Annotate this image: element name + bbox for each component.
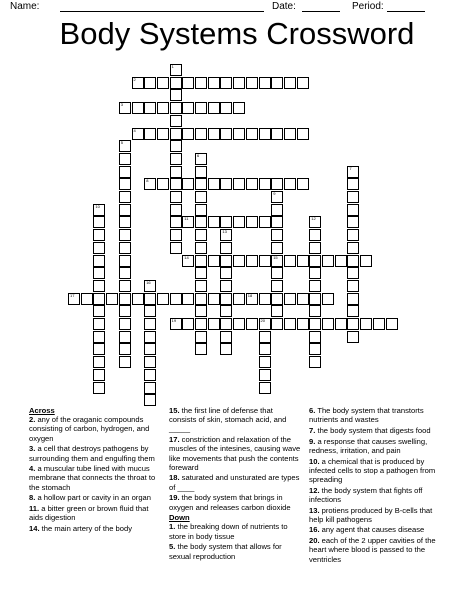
grid-cell[interactable]: [195, 153, 207, 165]
grid-cell[interactable]: [144, 331, 156, 343]
grid-cell[interactable]: [119, 191, 131, 203]
grid-cell[interactable]: [360, 318, 372, 330]
grid-cell[interactable]: [119, 153, 131, 165]
grid-cell[interactable]: [309, 305, 321, 317]
grid-cell[interactable]: [157, 178, 169, 190]
grid-cell[interactable]: [309, 229, 321, 241]
grid-cell[interactable]: [182, 216, 194, 228]
down-heading: Down: [169, 513, 190, 523]
grid-cell[interactable]: [119, 255, 131, 267]
grid-cell[interactable]: [309, 293, 321, 305]
clue-number: 4: [133, 127, 136, 133]
grid-cell[interactable]: [144, 128, 156, 140]
grid-cell[interactable]: [119, 166, 131, 178]
grid-cell[interactable]: [93, 356, 105, 368]
grid-cell[interactable]: [170, 102, 182, 114]
grid-cell[interactable]: [220, 102, 232, 114]
grid-cell[interactable]: [246, 128, 258, 140]
clue-number: 1: [171, 64, 174, 69]
grid-cell[interactable]: [347, 242, 359, 254]
grid-cell[interactable]: [347, 216, 359, 228]
grid-cell[interactable]: [195, 331, 207, 343]
grid-cell[interactable]: [170, 140, 182, 152]
grid-cell[interactable]: [93, 242, 105, 254]
grid-cell[interactable]: [271, 305, 283, 317]
grid-cell[interactable]: [119, 140, 131, 152]
grid-cell[interactable]: [347, 293, 359, 305]
clue-number: 2: [133, 76, 136, 82]
grid-cell[interactable]: [144, 356, 156, 368]
grid-cell[interactable]: [309, 280, 321, 292]
grid-cell[interactable]: [233, 318, 245, 330]
down-clue: 16. any agent that causes disease: [309, 525, 425, 535]
grid-cell[interactable]: [271, 216, 283, 228]
clue-number: 14: [184, 254, 189, 260]
grid-cell[interactable]: [347, 229, 359, 241]
clue-number: 12: [311, 216, 316, 222]
grid-cell[interactable]: [233, 128, 245, 140]
grid-cell[interactable]: [195, 102, 207, 114]
grid-cell[interactable]: [93, 293, 105, 305]
grid-cell[interactable]: [220, 77, 232, 89]
across-clue: 3. a cell that destroys pathogens by surrounding them and engulfing them: [29, 444, 155, 463]
grid-cell[interactable]: [360, 255, 372, 267]
clue-number: 3: [120, 102, 124, 108]
grid-cell[interactable]: [119, 229, 131, 241]
grid-cell[interactable]: [170, 166, 182, 178]
grid-cell[interactable]: [208, 102, 220, 114]
grid-cell[interactable]: [119, 102, 131, 114]
grid-cell[interactable]: [157, 77, 169, 89]
clue-number: 16: [146, 279, 151, 285]
clue-number: 13: [222, 229, 227, 235]
grid-cell[interactable]: [170, 242, 182, 254]
across-clue: 18. saturated and unsturated are types of ____: [169, 473, 300, 492]
clue-number: 11: [184, 216, 189, 222]
grid-cell[interactable]: [347, 318, 359, 330]
grid-cell[interactable]: [195, 191, 207, 203]
clue-number: 7: [349, 165, 352, 171]
grid-cell[interactable]: [195, 343, 207, 355]
across-clue: 8. a hollow part or cavity in an organ: [29, 493, 152, 503]
grid-cell[interactable]: [106, 293, 118, 305]
clue-column-2: [169, 406, 302, 562]
grid-cell[interactable]: [246, 318, 258, 330]
grid-cell[interactable]: [271, 280, 283, 292]
page-title: Body Systems Crossword: [59, 16, 415, 51]
grid-cell[interactable]: [93, 382, 105, 394]
grid-cell[interactable]: [233, 178, 245, 190]
grid-cell[interactable]: [297, 293, 309, 305]
grid-cell[interactable]: [246, 293, 258, 305]
grid-cell[interactable]: [347, 331, 359, 343]
grid-cell[interactable]: [259, 356, 271, 368]
grid-cell[interactable]: [309, 343, 321, 355]
grid-cell[interactable]: [93, 229, 105, 241]
grid-cell[interactable]: [271, 229, 283, 241]
grid-cell[interactable]: [271, 242, 283, 254]
grid-cell[interactable]: [271, 77, 283, 89]
grid-cell[interactable]: [144, 178, 156, 190]
grid-cell[interactable]: [284, 128, 296, 140]
grid-cell[interactable]: [271, 128, 283, 140]
grid-cell[interactable]: [119, 318, 131, 330]
grid-cell[interactable]: [119, 293, 131, 305]
grid-cell[interactable]: [170, 216, 182, 228]
grid-cell[interactable]: [220, 128, 232, 140]
grid-cell[interactable]: [144, 293, 156, 305]
grid-cell[interactable]: [386, 318, 398, 330]
grid-cell[interactable]: [144, 305, 156, 317]
grid-cell[interactable]: [271, 204, 283, 216]
grid-cell[interactable]: [144, 77, 156, 89]
grid-cell[interactable]: [208, 255, 220, 267]
grid-cell[interactable]: [157, 128, 169, 140]
grid-cell[interactable]: [246, 77, 258, 89]
grid-cell[interactable]: [347, 280, 359, 292]
grid-cell[interactable]: [220, 242, 232, 254]
grid-cell[interactable]: [182, 102, 194, 114]
grid-cell[interactable]: [335, 255, 347, 267]
grid-cell[interactable]: [309, 318, 321, 330]
grid-cell[interactable]: [297, 318, 309, 330]
clue-list: [0, 400, 474, 613]
grid-cell[interactable]: [195, 305, 207, 317]
grid-cell[interactable]: [297, 255, 309, 267]
grid-cell[interactable]: [182, 255, 194, 267]
grid-cell[interactable]: [195, 77, 207, 89]
across-clue: 14. the main artery of the body: [29, 523, 133, 533]
across-clue: 11. a bitter green or brown fluid that aids digestion: [29, 504, 149, 523]
period-label: Period:: [352, 1, 384, 12]
grid-cell[interactable]: [233, 102, 245, 114]
grid-cell[interactable]: [271, 191, 283, 203]
grid-cell[interactable]: [119, 331, 131, 343]
grid-cell[interactable]: [93, 204, 105, 216]
grid-cell[interactable]: [195, 166, 207, 178]
grid-cell[interactable]: [284, 77, 296, 89]
across-clues-part-1: [29, 415, 163, 533]
grid-cell[interactable]: [220, 305, 232, 317]
grid-cell[interactable]: [259, 77, 271, 89]
grid-cell[interactable]: [119, 356, 131, 368]
grid-cell[interactable]: [373, 318, 385, 330]
grid-cell[interactable]: [259, 255, 271, 267]
grid-cell[interactable]: [322, 318, 334, 330]
across-clues-part-2: [169, 406, 302, 512]
grid-cell[interactable]: [195, 280, 207, 292]
grid-cell[interactable]: [297, 178, 309, 190]
clue-column-1: [29, 406, 163, 535]
grid-cell[interactable]: [259, 318, 271, 330]
clue-number: 17: [70, 292, 75, 298]
across-clue: 4. a muscular tube lined with mucus membrane that connects the throat to the stomach: [29, 464, 156, 492]
grid-cell[interactable]: [170, 229, 182, 241]
grid-cell[interactable]: [259, 216, 271, 228]
grid-cell[interactable]: [220, 331, 232, 343]
grid-cell[interactable]: [259, 343, 271, 355]
grid-cell[interactable]: [233, 216, 245, 228]
grid-cell[interactable]: [220, 280, 232, 292]
across-heading: Across: [29, 406, 55, 415]
across-clue: 19. the body system that brings in oxygen and releases carbon dioxide: [169, 493, 291, 512]
grid-cell[interactable]: [246, 178, 258, 190]
grid-cell[interactable]: [220, 216, 232, 228]
grid-cell[interactable]: [195, 293, 207, 305]
grid-cell[interactable]: [208, 216, 220, 228]
down-clue: 1. the breaking down of nutrients to store in body tissue: [169, 522, 288, 541]
across-clue: 17. constriction and relaxation of the muscles of the intesines, causing wave like movements that push the contents foreward: [169, 435, 301, 472]
grid-cell[interactable]: [182, 128, 194, 140]
grid-cell[interactable]: [208, 178, 220, 190]
grid-cell[interactable]: [170, 77, 182, 89]
grid-cell[interactable]: [284, 255, 296, 267]
down-clue: 13. protiens produced by B-cells that help kill pathogens: [309, 505, 433, 524]
grid-cell[interactable]: [93, 331, 105, 343]
grid-cell[interactable]: [309, 267, 321, 279]
grid-cell[interactable]: [170, 64, 182, 76]
grid-cell[interactable]: [220, 318, 232, 330]
grid-cell[interactable]: [119, 178, 131, 190]
grid-cell[interactable]: [195, 178, 207, 190]
grid-cell[interactable]: [93, 369, 105, 381]
grid-cell[interactable]: [182, 77, 194, 89]
grid-cell[interactable]: [347, 267, 359, 279]
grid-cell[interactable]: [220, 267, 232, 279]
grid-cell[interactable]: [93, 305, 105, 317]
grid-cell[interactable]: [347, 204, 359, 216]
grid-cell[interactable]: [220, 343, 232, 355]
grid-cell[interactable]: [246, 216, 258, 228]
grid-cell[interactable]: [93, 280, 105, 292]
grid-cell[interactable]: [322, 255, 334, 267]
grid-cell[interactable]: [233, 77, 245, 89]
grid-cell[interactable]: [259, 331, 271, 343]
grid-cell[interactable]: [170, 128, 182, 140]
clue-number: 5: [120, 140, 124, 146]
down-clue: 7. the body system that digests food: [309, 425, 431, 435]
down-clues-part-1: [169, 522, 302, 560]
grid-cell[interactable]: [81, 293, 93, 305]
grid-cell[interactable]: [259, 128, 271, 140]
grid-cell[interactable]: [144, 343, 156, 355]
grid-cell[interactable]: [271, 318, 283, 330]
grid-cell[interactable]: [297, 77, 309, 89]
grid-cell[interactable]: [144, 382, 156, 394]
grid-cell[interactable]: [182, 293, 194, 305]
grid-cell[interactable]: [93, 216, 105, 228]
down-clue: 6. The body system that transtorts nutrients and wastes: [309, 406, 424, 425]
grid-cell[interactable]: [284, 178, 296, 190]
grid-cell[interactable]: [195, 242, 207, 254]
grid-cell[interactable]: [259, 293, 271, 305]
grid-cell[interactable]: [157, 102, 169, 114]
grid-cell[interactable]: [119, 216, 131, 228]
grid-cell[interactable]: [132, 77, 144, 89]
across-clue: 2. any of the oraganic compounds consisting of carbon, hydrogen, and oxygen: [29, 415, 150, 443]
grid-cell[interactable]: [170, 115, 182, 127]
grid-cell[interactable]: [144, 280, 156, 292]
grid-cell[interactable]: [195, 216, 207, 228]
grid-cell[interactable]: [170, 153, 182, 165]
grid-cell[interactable]: [347, 166, 359, 178]
down-clue: 10. a chemical that is produced by infected cells to stop a pathogen from spreading: [309, 456, 436, 484]
grid-cell[interactable]: [119, 204, 131, 216]
grid-cell[interactable]: [271, 293, 283, 305]
clue-number: 20: [260, 318, 265, 323]
grid-cell[interactable]: [195, 318, 207, 330]
grid-cell[interactable]: [309, 356, 321, 368]
clue-number: 18: [247, 292, 253, 298]
grid-cell[interactable]: [144, 102, 156, 114]
grid-cell[interactable]: [347, 255, 359, 267]
grid-cell[interactable]: [220, 293, 232, 305]
grid-cell[interactable]: [208, 77, 220, 89]
across-clue: 15. the first line of defense that consists of skin, stomach acid, and _____: [169, 406, 287, 434]
date-label: Date:: [272, 1, 296, 12]
name-label: Name:: [10, 1, 40, 12]
grid-cell[interactable]: [335, 318, 347, 330]
grid-cell[interactable]: [93, 318, 105, 330]
clue-number: 6: [197, 152, 200, 158]
grid-cell[interactable]: [119, 343, 131, 355]
down-clue: 5. the body system that allows for sexual reproduction: [169, 542, 282, 561]
grid-cell[interactable]: [309, 216, 321, 228]
grid-cell[interactable]: [119, 305, 131, 317]
grid-cell[interactable]: [246, 255, 258, 267]
grid-cell[interactable]: [208, 318, 220, 330]
grid-cell[interactable]: [93, 343, 105, 355]
grid-cell[interactable]: [259, 369, 271, 381]
grid-cell[interactable]: [347, 191, 359, 203]
grid-cell[interactable]: [93, 255, 105, 267]
clue-number: 10: [95, 203, 100, 209]
grid-cell[interactable]: [195, 255, 207, 267]
grid-cell[interactable]: [233, 293, 245, 305]
grid-cell[interactable]: [170, 89, 182, 101]
grid-cell[interactable]: [220, 178, 232, 190]
clue-column-3: [309, 406, 447, 565]
grid-cell[interactable]: [309, 331, 321, 343]
grid-cell[interactable]: [132, 128, 144, 140]
grid-cell[interactable]: [144, 318, 156, 330]
grid-cell[interactable]: [347, 305, 359, 317]
grid-cell[interactable]: [259, 382, 271, 394]
grid-cell[interactable]: [157, 293, 169, 305]
grid-cell[interactable]: [322, 293, 334, 305]
grid-cell[interactable]: [170, 191, 182, 203]
down-clues-part-2: [309, 406, 447, 564]
grid-cell[interactable]: [347, 178, 359, 190]
clue-number: 8: [146, 178, 149, 184]
grid-cell[interactable]: [309, 242, 321, 254]
clue-number: 19: [171, 318, 177, 323]
clue-number: 9: [273, 191, 276, 196]
down-clue: 9. a response that causes swelling, redness, irritation, and pain: [309, 436, 428, 455]
grid-cell[interactable]: [119, 242, 131, 254]
grid-cell[interactable]: [170, 204, 182, 216]
grid-cell[interactable]: [68, 293, 80, 305]
grid-cell[interactable]: [284, 293, 296, 305]
grid-cell[interactable]: [220, 229, 232, 241]
grid-cell[interactable]: [119, 267, 131, 279]
grid-cell[interactable]: [195, 229, 207, 241]
grid-cell[interactable]: [170, 178, 182, 190]
grid-cell[interactable]: [195, 204, 207, 216]
grid-cell[interactable]: [271, 255, 283, 267]
down-clue: 12. the body system that fights off infections: [309, 485, 423, 504]
grid-cell[interactable]: [208, 293, 220, 305]
grid-cell[interactable]: [309, 255, 321, 267]
grid-cell[interactable]: [170, 293, 182, 305]
grid-cell[interactable]: [93, 267, 105, 279]
grid-cell[interactable]: [271, 178, 283, 190]
grid-cell[interactable]: [297, 128, 309, 140]
grid-cell[interactable]: [195, 267, 207, 279]
grid-cell[interactable]: [144, 369, 156, 381]
grid-cell[interactable]: [182, 178, 194, 190]
grid-cell[interactable]: [284, 318, 296, 330]
grid-cell[interactable]: [271, 267, 283, 279]
clue-number: 15: [273, 254, 278, 260]
grid-cell[interactable]: [233, 255, 245, 267]
grid-cell[interactable]: [259, 178, 271, 190]
grid-cell[interactable]: [119, 280, 131, 292]
grid-cell[interactable]: [132, 293, 144, 305]
grid-cell[interactable]: [195, 128, 207, 140]
grid-cell[interactable]: [182, 318, 194, 330]
grid-cell[interactable]: [208, 128, 220, 140]
grid-cell[interactable]: [170, 318, 182, 330]
down-clue: 20. each of the 2 upper cavities of the heart where blood is passed to the ventricles: [309, 536, 436, 564]
grid-cell[interactable]: [220, 255, 232, 267]
grid-cell[interactable]: [132, 102, 144, 114]
